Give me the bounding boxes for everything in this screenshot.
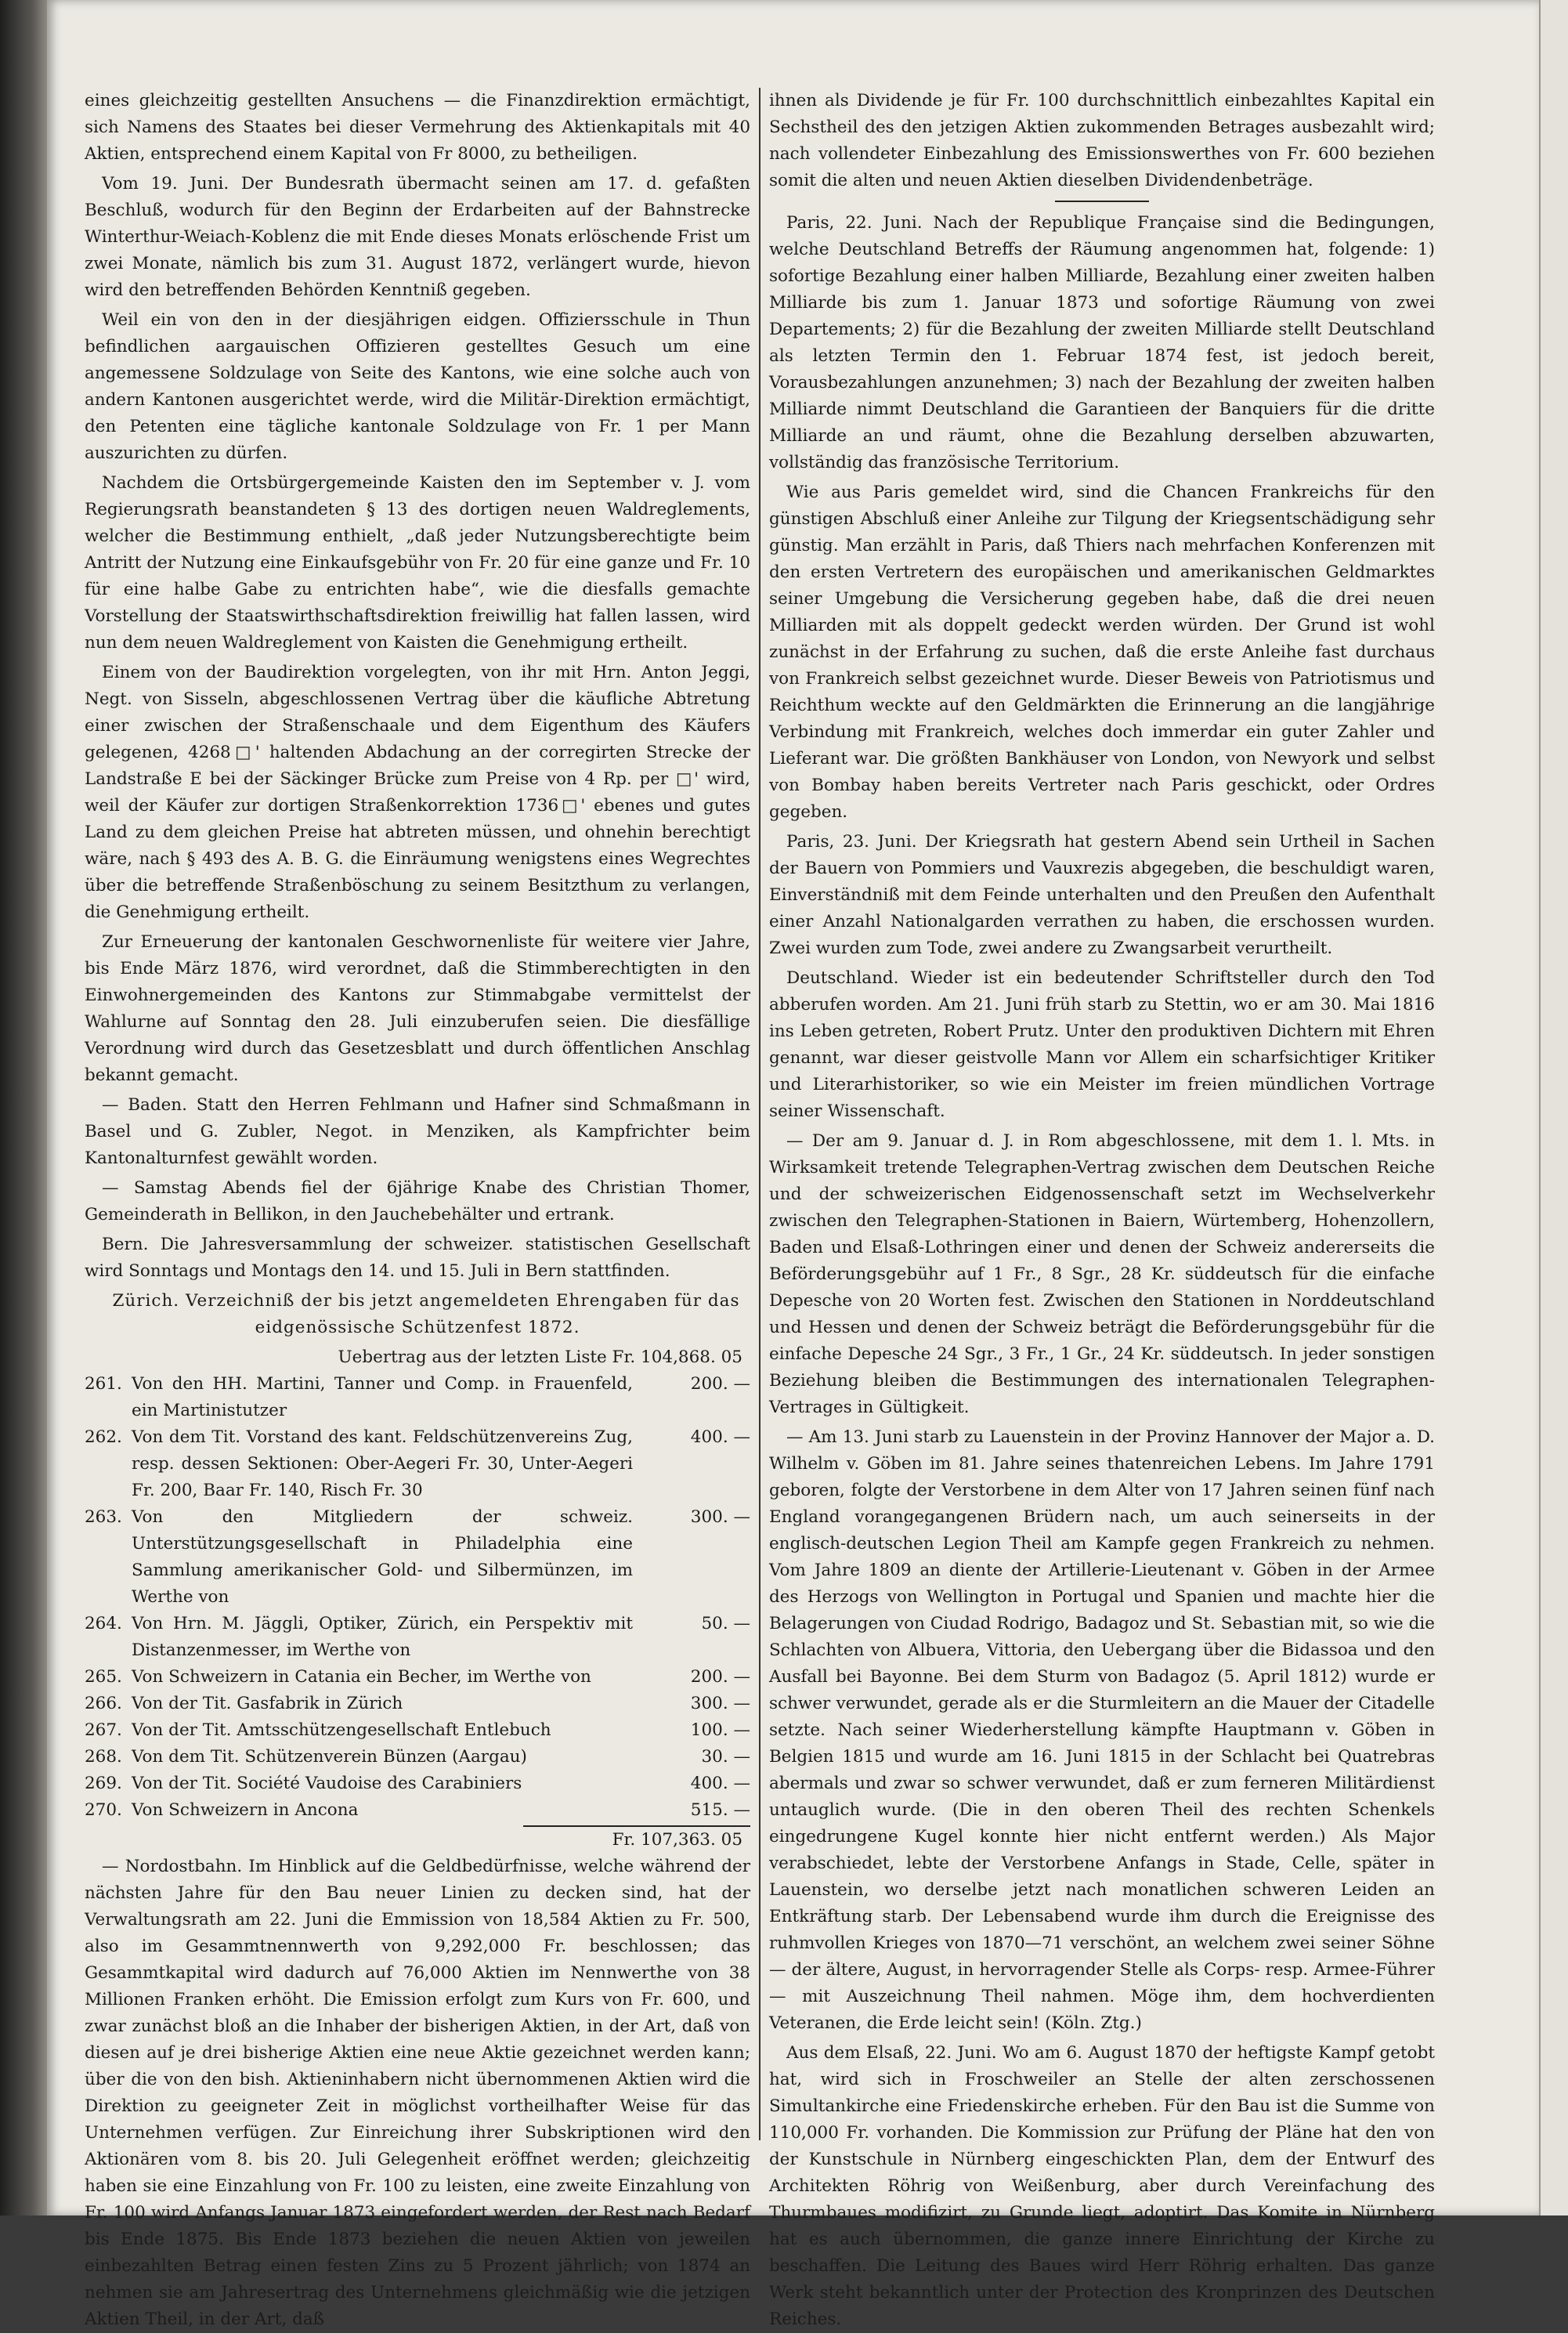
list-item [85, 1611, 750, 1664]
list-item [85, 1717, 750, 1744]
entry-text: Von Schweizern in Catania ein Becher, im Werthe von [132, 1667, 591, 1687]
entry-text: Von der Tit. Gasfabrik in Zürich [132, 1694, 403, 1713]
paragraph: Einem von der Baudirektion vorgelegten, von ihr mit Hrn. Anton Jeggi, Negt. von Sisseln, abgeschlossenen Vertrag über die käufliche Abtretung einer zwischen der Straßenschaale und dem Eigenthum des Käufers gelegenen, 4268□' haltenden Abdachung an der corregirten Strecke der Landstraße E bei der Säckinger Brücke zum Preise von 4 Rp. per □' wird, weil der Käufer zur dortigen Straßenkorrektion 1736□' ebenes und gutes Land zu dem gleichen Preise hat abtreten müssen, und ohnehin berechtigt wäre, nach § 493 des A. B. G. die Einräumung wenigstens eines Wegrechtes über die betreffende Straßenböschung zu seinem Besitzthum zu verlangen, die Genehmigung ertheilt. [85, 663, 750, 922]
paragraph: Bern. Die Jahresversammlung der schweizer. statistischen Gesellschaft wird Sonntags und Montags den 14. und 15. Juli in Bern stattfinden. [85, 1235, 750, 1281]
list-total: Fr. 107,363. 05 [523, 1825, 750, 1854]
entry-number: 262. [85, 1427, 122, 1447]
entry-text: Von der Tit. Amtsschützengesellschaft Entlebuch [132, 1720, 551, 1740]
paragraph: — Am 13. Juni starb zu Lauenstein in der Provinz Hannover der Major a. D. Wilhelm v. Göben im 81. Jahre seines thatenreichen Lebens. Im Jahre 1791 geboren, folgte der Verstorbene in dem Alter von 17 Jahren seinen fünf nach England vorangegangenen Brüdern nach, um auch seinerseits in der englisch-deutschen Legion Theil am Kampfe gegen Frankreich zu nehmen. Vom Jahre 1809 an diente der Artillerie-Lieutenant v. Göben in der Armee des Herzogs von Wellington in Portugal und Spanien und machte hier die Belagerungen von Ciudad Rodrigo, Badagoz und St. Sebastian mit, so wie die Schlachten von Albuera, Vittoria, den Uebergang über die Bidassoa und den Ausfall bei Bayonne. Bei dem Sturm von Badagoz (5. April 1812) wurde er schwer verwundet, gerade als er die Sturmleitern an die Mauer der Citadelle setzte. Nach seiner Wiederherstellung kämpfte Hauptmann v. Göben in Belgien 1815 und wurde am 16. Juni 1815 in der Schlacht bei Quatrebras abermals und zwar so schwer verwundet, daß er zum ferneren Militärdienst untauglich wurde. (Die in den oberen Theil des rechten Schenkels eingedrungene Kugel konnte hier nicht entfernt werden.) Als Major verabschiedet, lebte der Verstorbene Anfangs in Stade, Celle, später in Lauenstein, wo derselbe jetzt nach monatlichen schweren Leiden an Entkräftung starb. Der Lebensabend wurde ihm durch die Ereignisse des ruhmvollen Krieges von 1870—71 verschönt, an welchem zwei seiner Söhne — der ältere, August, in hervorragender Stelle als Corps- resp. Armee-Führer — mit Auszeichnung Theil nahmen. Möge ihm, dem hochverdienten Veteranen, die Erde leicht sein! (Köln. Ztg.) [769, 1427, 1435, 2033]
entry-amount: 400. — [690, 1427, 750, 1447]
entry-number: 263. [85, 1507, 122, 1527]
paragraph: Wie aus Paris gemeldet wird, sind die Chancen Frankreichs für den günstigen Abschluß einer Anleihe zur Tilgung der Kriegsentschädigung sehr günstig. Man erzählt in Paris, daß Thiers nach mehrfachen Konferenzen mit den ersten Vertretern des europäischen und amerikanischen Geldmarktes seiner Umgebung die Versicherung gegeben habe, daß die drei neuen Milliarden mit als doppelt gedeckt werden würden. Der Grund ist wohl zunächst in der Erfahrung zu suchen, daß die erste Anleihe fast durchaus von Frankreich selbst gezeichnet wurde. Dieser Beweis von Patriotismus und Reichthum weckte auf den Geldmärkten die Erinnerung an die langjährige Verbindung mit Frankreich, welches doch immerdar ein guter Zahler und Lieferant war. Die größten Bankhäuser von London, von Newyork und selbst von Bombay haben bereits Vertreter nach Paris geschickt, oder Ordres gegeben. [769, 483, 1435, 822]
left-column [85, 88, 750, 2329]
paragraph: Paris, 23. Juni. Der Kriegsrath hat gestern Abend sein Urtheil in Sachen der Bauern von Pommiers und Vauxrezis abgegeben, die beschuldigt waren, Einverständniß mit dem Feinde unterhalten und den Preußen den Aufenthalt einer Anzahl Nationalgarden verrathen zu haben, die erschossen wurden. Zwei wurden zum Tode, zwei andere zu Zwangsarbeit verurtheilt. [769, 832, 1435, 958]
entry-amount: 50. — [701, 1614, 750, 1633]
entry-amount: 30. — [701, 1747, 750, 1767]
list-item [85, 1664, 750, 1691]
entry-text: Von dem Tit. Schützenverein Bünzen (Aargau) [132, 1747, 527, 1767]
next-page-edge [1539, 0, 1568, 2215]
entry-number: 265. [85, 1667, 122, 1687]
entry-number: 268. [85, 1747, 122, 1767]
entry-number: 269. [85, 1774, 122, 1793]
paragraph: — Der am 9. Januar d. J. in Rom abgeschlossene, mit dem 1. l. Mts. in Wirksamkeit tretende Telegraphen-Vertrag zwischen dem Deutschen Reiche und der schweizerischen Eidgenossenschaft setzt im Wechselverkehr zwischen den Telegraphen-Stationen in Baiern, Würtemberg, Hohenzollern, Baden und Elsaß-Lothringen einer und denen der Schweiz andererseits die Beförderungsgebühr auf 1 Fr., 8 Sgr., 28 Kr. süddeutsch für die einfache Depesche von 20 Worten fest. Zwischen den Stationen in Norddeutschland und Hessen und denen der Schweiz beträgt die Beförderungsgebühr für die einfache Depesche 24 Sgr., 3 Fr., 1 Gr., 24 Kr. süddeutsch. In jeder sonstigen Beziehung bleiben die Bestimmungen des internationalen Telegraphen-Vertrages in Gültigkeit. [769, 1131, 1435, 1417]
entry-text: Von der Tit. Société Vaudoise des Carabiniers [132, 1774, 522, 1793]
right-column [769, 88, 1435, 2329]
list-item [85, 1744, 750, 1771]
carry-over-line: Uebertrag aus der letzten Liste Fr. 104,868. 05 [338, 1347, 742, 1367]
paragraph: ihnen als Dividende je für Fr. 100 durchschnittlich einbezahltes Kapital ein Sechstheil des den jetzigen Aktien zukommenden Betrages ausbezahlt wird; nach vollendeter Einbezahlung des Emissionswerthes von Fr. 600 beziehen somit die alten und neuen Aktien dieselben Dividendenbeträge. [769, 91, 1435, 190]
entry-amount: 300. — [690, 1694, 750, 1713]
paragraph: eines gleichzeitig gestellten Ansuchens — die Finanzdirektion ermächtigt, sich Namens des Staates bei dieser Vermehrung des Aktienkapitals mit 40 Aktien, entsprechend einem Kapital von Fr 8000, zu betheiligen. [85, 91, 750, 164]
list-item [85, 1797, 750, 1824]
book-binding [0, 0, 47, 2215]
entry-amount: 200. — [690, 1374, 750, 1394]
paragraph: — Baden. Statt den Herren Fehlmann und Hafner sind Schmaßmann in Basel und G. Zubler, Negot. in Menziken, als Kampfrichter beim Kantonalturnfest gewählt worden. [85, 1095, 750, 1168]
paragraph: Paris, 22. Juni. Nach der Republique Française sind die Bedingungen, welche Deutschland Betreffs der Räumung angenommen hat, folgende: 1) sofortige Bezahlung einer halben Milliarde, Bezahlung einer zweiten halben Milliarde bis zum 1. Januar 1873 und sofortige Räumung von zwei Departements; 2) für die Bezahlung der zweiten Milliarde stellt Deutschland als letzten Termin den 1. Februar 1874 fest, ist jedoch bereit, Vorausbezahlungen anzunehmen; 3) nach der Bezahlung der zweiten halben Milliarde nimmt Deutschland die Garantieen der Banquiers für die dritte Milliarde an und räumt, ohne die Bezahlung derselben abzuwarten, vollständig das französische Territorium. [769, 213, 1435, 472]
list-item [85, 1371, 750, 1424]
entry-amount: 400. — [690, 1774, 750, 1793]
entry-number: 270. [85, 1800, 122, 1820]
entry-number: 264. [85, 1614, 122, 1633]
entry-amount: 100. — [690, 1720, 750, 1740]
section-separator [1055, 201, 1149, 202]
paragraph: — Samstag Abends fiel der 6jährige Knabe des Christian Thomer, Gemeinderath in Bellikon, in den Jauchebehälter und ertrank. [85, 1178, 750, 1224]
entry-text: Von den Mitgliedern der schweiz. Unterstützungsgesellschaft in Philadelphia eine Sammlung amerikanischer Gold- und Silbermünzen, im Werthe von [132, 1507, 633, 1607]
entry-amount: 300. — [690, 1507, 750, 1527]
entry-text: Von den HH. Martini, Tanner und Comp. in Frauenfeld, ein Martinistutzer [132, 1374, 633, 1420]
paragraph: Aus dem Elsaß, 22. Juni. Wo am 6. August 1870 der heftigste Kampf getobt hat, wird sich in Froschweiler an Stelle der alten zerschossenen Simultankirche eine Friedenskirche erheben. Für den Bau ist die Summe von 110,000 Fr. vorhanden. Die Kommission zur Prüfung der Pläne hat den von der Kunstschule in Nürnberg eingeschickten Plan, dem der Entwurf des Architekten Röhrig von Weißenburg, aber durch Vereinfachung des Thurmbaues modifizirt, zu Grunde liegt, adoptirt. Das Komite in Nürnberg hat es auch übernommen, die ganze innere Einrichtung der Kirche zu beschaffen. Die Leitung des Baues wird Herr Röhrig erhalten. Das ganze Werk steht bekanntlich unter der Protection des Kronprinzen des Deutschen Reiches. [769, 2043, 1435, 2329]
entry-text: Von Hrn. M. Jäggli, Optiker, Zürich, ein Perspektiv mit Distanzenmesser, im Werthe von [132, 1614, 633, 1660]
entry-number: 266. [85, 1694, 122, 1713]
list-heading: Zürich. Verzeichniß der bis jetzt angemeldeten Ehrengaben für das eidgenössische Schützenfest 1872. [112, 1291, 740, 1337]
entry-number: 261. [85, 1374, 122, 1394]
entry-amount: 200. — [690, 1667, 750, 1687]
paragraph: Nachdem die Ortsbürgergemeinde Kaisten den im September v. J. vom Regierungsrath beanstandeten § 13 des dortigen neuen Waldreglements, welcher die Bestimmung enthielt, „daß jeder Nutzungsberechtigte beim Antritt der Nutzung eine Einkaufsgebühr von Fr. 20 für eine ganze und Fr. 10 für eine halbe Gabe zu entrichten habe“, wie die diesfalls gemachte Vorstellung der Staatswirthschaftsdirektion freiwillig hat fallen lassen, wird nun dem neuen Waldreglement von Kaisten die Genehmigung ertheilt. [85, 473, 750, 653]
list-item [85, 1424, 750, 1504]
list-item [85, 1504, 750, 1611]
column-divider [759, 88, 761, 2140]
list-item [85, 1771, 750, 1797]
list-item [85, 1691, 750, 1717]
entry-text: Von Schweizern in Ancona [132, 1800, 359, 1820]
paragraph: Zur Erneuerung der kantonalen Geschwornenliste für weitere vier Jahre, bis Ende März 1876, wird verordnet, daß die Stimmberechtigten in den Einwohnergemeinden des Kantons zur Stimmabgabe vermittelst der Wahlurne auf Sonntag den 28. Juli einzuberufen seien. Die diesfällige Verordnung wird durch das Gesetzesblatt und durch öffentlichen Anschlag bekannt gemacht. [85, 932, 750, 1085]
entry-text: Von dem Tit. Vorstand des kant. Feldschützenvereins Zug, resp. dessen Sektionen: Ober-Aegeri Fr. 30, Unter-Aegeri Fr. 200, Baar Fr. 140, Risch Fr. 30 [132, 1427, 633, 1500]
paragraph: Vom 19. Juni. Der Bundesrath übermacht seinen am 17. d. gefaßten Beschluß, wodurch für den Beginn der Erdarbeiten auf der Bahnstrecke Winterthur-Weiach-Koblenz die mit Ende dieses Monats erlöschende Frist um zwei Monate, nämlich bis zum 31. August 1872, verlängert wurde, hievon wird den betreffenden Behörden Kenntniß gegeben. [85, 174, 750, 300]
entry-amount: 515. — [690, 1800, 750, 1820]
paragraph: Deutschland. Wieder ist ein bedeutender Schriftsteller durch den Tod abberufen worden. Am 21. Juni früh starb zu Stettin, wo er am 30. Mai 1816 ins Leben getreten, Robert Prutz. Unter den produktiven Dichtern mit Ehren genannt, war dieser geistvolle Mann vor Allem ein scharfsichtiger Kritiker und Literarhistoriker, so wie ein Meister im freien mündlichen Vortrage seiner Wissenschaft. [769, 968, 1435, 1121]
paragraph: Weil ein von den in der diesjährigen eidgen. Offiziersschule in Thun befindlichen aargauischen Offizieren gestelltes Gesuch um eine angemessene Soldzulage von Seite des Kantons, wie eine solche auch von andern Kantonen ausgerichtet werde, wird die Militär-Direktion ermächtigt, den Petenten eine tägliche kantonale Soldzulage von Fr. 1 per Mann auszurichten zu dürfen. [85, 310, 750, 463]
entry-number: 267. [85, 1720, 122, 1740]
paragraph: — Nordostbahn. Im Hinblick auf die Geldbedürfnisse, welche während der nächsten Jahre für den Bau neuer Linien zu decken sind, hat der Verwaltungsrath am 22. Juni die Emmission von 18,584 Aktien zu Fr. 500, also im Gesammtnennwerth von 9,292,000 Fr. beschlossen; das Gesammtkapital wird dadurch auf 76,000 Aktien im Nennwerthe von 38 Millionen Franken erhöht. Die Emission erfolgt zum Kurs von Fr. 600, und zwar zunächst bloß an die Inhaber der bisherigen Aktien, in der Art, daß von diesen auf je drei bisherige Aktien eine neue Aktie gezeichnet werden kann; über die von den bish. Aktieninhabern nicht übernommenen Aktien wird die Direktion zu geeigneter Zeit in möglichst vortheilhafter Weise für das Unternehmen verfügen. Zur Einreichung ihrer Subskriptionen wird den Aktionären vom 8. bis 20. Juli Gelegenheit eröffnet werden; gleichzeitig haben sie eine Einzahlung von Fr. 100 zu leisten, eine zweite Einzahlung von Fr. 100 wird Anfangs Januar 1873 eingefordert werden, der Rest nach Bedarf bis Ende 1875. Bis Ende 1873 beziehen die neuen Aktien von jeweilen einbezahlten Betrag einen festen Zins zu 5 Prozent jährlich; von 1874 an nehmen sie am Jahresertrag des Unternehmens gleichmäßig wie die jetzigen Aktien Theil, in der Art, daß [85, 1857, 750, 2329]
